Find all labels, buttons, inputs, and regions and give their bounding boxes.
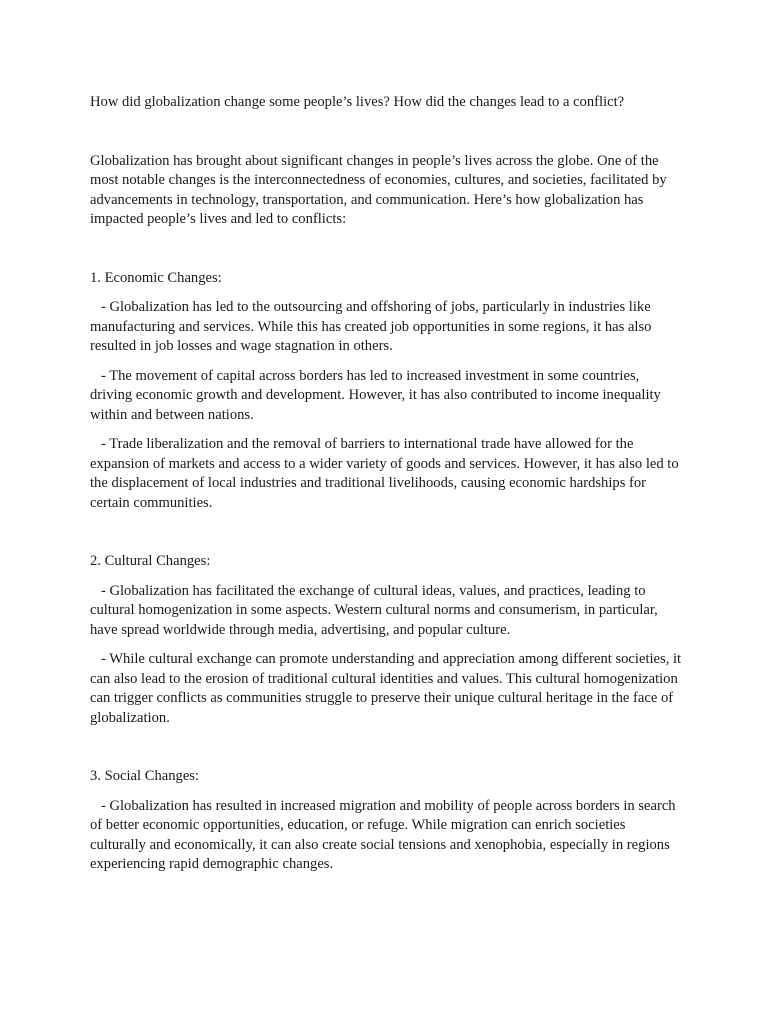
document-question: How did globalization change some people’s lives? How did the changes lead to a conflict? [90, 94, 625, 110]
document-page [90, 93, 682, 875]
intro-paragraph: Globalization has brought about significant changes in people’s lives across the globe. One of the most notable changes is the interconnectedness of economies, cultures, and societies, facilitated by advancements in technology, transportation, and communication. Here’s how globalization has impacted people’s lives and led to conflicts: [90, 152, 667, 227]
bullet-paragraph: - The movement of capital across borders has led to increased investment in some countries, driving economic growth and development. However, it has also contributed to income inequality within and between nations. [90, 367, 661, 423]
bullet-paragraph: - Globalization has facilitated the exchange of cultural ideas, values, and practices, leading to cultural homogenization in some aspects. Western cultural norms and consumerism, in particular, have spread worldwide through media, advertising, and popular culture. [90, 582, 658, 638]
section-heading: 1. Economic Changes: [90, 269, 222, 286]
bullet-paragraph: - While cultural exchange can promote understanding and appreciation among different societies, it can also lead to the erosion of traditional cultural identities and values. This cultural homogenization can trigger conflicts as communities struggle to preserve their unique cultural heritage in the face of globalization. [90, 651, 682, 726]
section-spacer [90, 513, 682, 552]
section-cultural [90, 552, 682, 728]
section-social [90, 767, 682, 875]
bullet-paragraph: - Trade liberalization and the removal of barriers to international trade have allowed for the expansion of markets and access to a wider variety of goods and services. However, it has also led to the displacement of local industries and traditional livelihoods, causing economic hardships for certain communities. [90, 436, 679, 511]
section-spacer [90, 728, 682, 767]
section-heading: 2. Cultural Changes: [90, 553, 211, 569]
section-economic [90, 269, 682, 514]
bullet-paragraph: - Globalization has led to the outsourcing and offshoring of jobs, particularly in industries like manufacturing and services. While this has created job opportunities in some regions, it has also resulted in job losses and wage stagnation in others. [90, 299, 652, 354]
section-heading: 3. Social Changes: [90, 768, 200, 784]
bullet-paragraph: - Globalization has resulted in increased migration and mobility of people across borders in search of better economic opportunities, education, or refuge. While migration can enrich societies culturally and economically, it can also create social tensions and xenophobia, especially in regions experiencing rapid demographic changes. [90, 797, 676, 872]
